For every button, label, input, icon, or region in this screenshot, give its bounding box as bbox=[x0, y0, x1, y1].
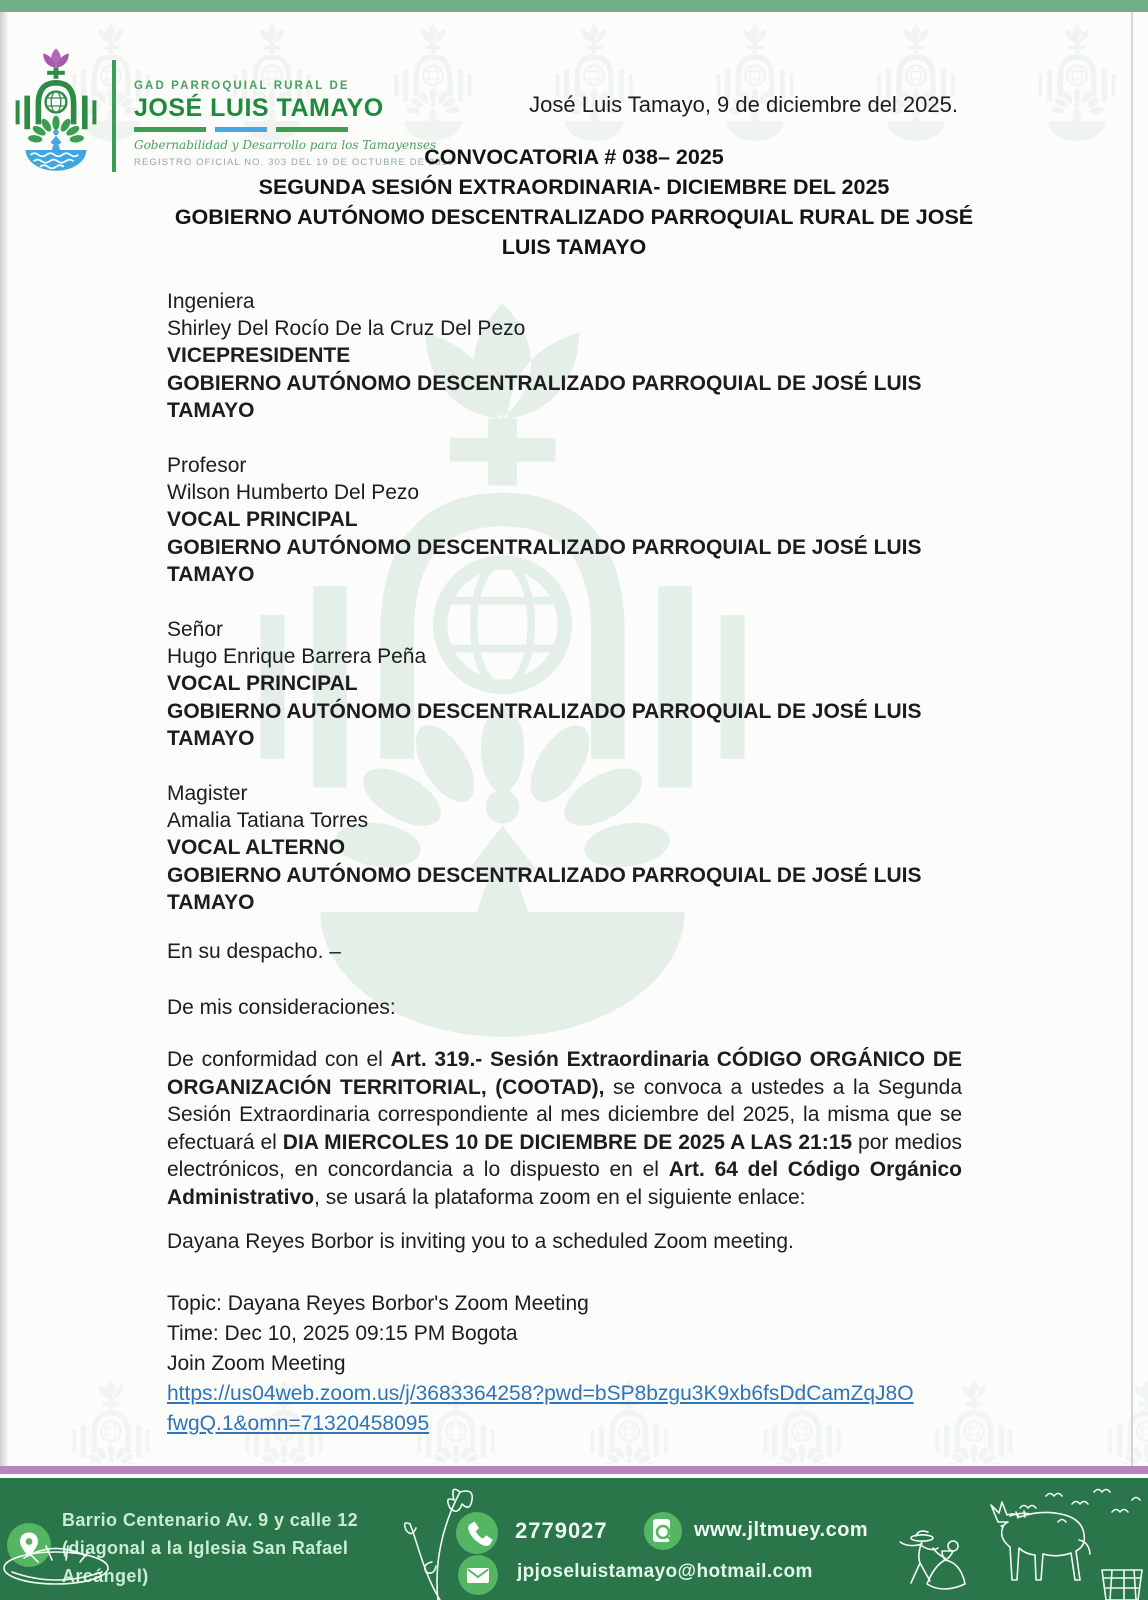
recipient-role: VICEPRESIDENTE bbox=[167, 344, 351, 368]
person-icon bbox=[50, 130, 61, 152]
zoom-time-line: Time: Dec 10, 2025 09:15 PM Bogota bbox=[167, 1322, 518, 1345]
recipient-role: VOCAL PRINCIPAL bbox=[167, 508, 358, 532]
recipient-name: Amalia Tatiana Torres bbox=[167, 809, 369, 833]
cross-icon bbox=[47, 68, 65, 79]
folklore-line-art bbox=[850, 1478, 1148, 1600]
page-left-edge bbox=[0, 12, 9, 1466]
footer-email: jpjoseluistamayo@hotmail.com bbox=[517, 1561, 813, 1582]
para-segment: , se usará la plataforma zoom en el siguiente enlace: bbox=[314, 1185, 806, 1209]
address-line-3: Arcángel) bbox=[62, 1566, 149, 1586]
purple-separator bbox=[0, 1466, 1148, 1474]
website-search-icon bbox=[643, 1511, 683, 1551]
recipient-org-line1: GOBIERNO AUTÓNOMO DESCENTRALIZADO PARROQUIAL DE JOSÉ LUIS bbox=[167, 535, 922, 559]
recipient-role: VOCAL PRINCIPAL bbox=[167, 672, 358, 696]
recipient-org-line2: TAMAYO bbox=[167, 890, 255, 914]
salutation-consideraciones: De mis consideraciones: bbox=[167, 996, 396, 1019]
recipient-honorific: Señor bbox=[167, 618, 224, 641]
zoom-invite-line: Dayana Reyes Borbor is inviting you to a scheduled Zoom meeting. bbox=[167, 1230, 794, 1253]
donkey-icon bbox=[991, 1502, 1090, 1580]
recipient-block-2 bbox=[167, 452, 967, 588]
para-segment-bold: Art. 319.- Sesión Extraordinaria CÓDIGO ORGÁNICO DE ORGANIZACIÓN TERRITORIAL, (COOTAD), bbox=[167, 1048, 963, 1099]
recipient-org-line2: TAMAYO bbox=[167, 398, 255, 422]
org-type-label: GAD PARROQUIAL RURAL DE bbox=[134, 80, 350, 92]
recipient-block-4 bbox=[167, 780, 967, 916]
recipient-block-1 bbox=[167, 288, 967, 424]
title-line-3: GOBIERNO AUTÓNOMO DESCENTRALIZADO PARROQUIAL RURAL DE JOSÉ LUIS TAMAYO bbox=[174, 205, 974, 259]
recipient-honorific: Profesor bbox=[167, 454, 247, 477]
date-line: José Luis Tamayo, 9 de diciembre del 2025. bbox=[529, 92, 958, 117]
recipient-name: Hugo Enrique Barrera Peña bbox=[167, 645, 427, 669]
recipient-org-line1: GOBIERNO AUTÓNOMO DESCENTRALIZADO PARROQUIAL DE JOSÉ LUIS bbox=[167, 699, 922, 723]
recipient-org-line1: GOBIERNO AUTÓNOMO DESCENTRALIZADO PARROQUIAL DE JOSÉ LUIS bbox=[167, 863, 922, 887]
recipient-name: Wilson Humberto Del Pezo bbox=[167, 481, 420, 505]
salutation-despacho: En su despacho. – bbox=[167, 940, 341, 963]
phone-icon bbox=[455, 1511, 499, 1555]
globe-icon bbox=[46, 92, 67, 113]
recipient-block-3 bbox=[167, 616, 967, 752]
birds-icon bbox=[1020, 1490, 1140, 1523]
main-paragraph bbox=[167, 1046, 962, 1212]
org-registry: REGISTRO OFICIAL NO. 303 DEL 19 DE OCTUBRE DE 2010 bbox=[134, 157, 455, 168]
para-segment: De conformidad con el bbox=[167, 1048, 391, 1071]
letterhead-divider bbox=[112, 60, 116, 172]
recipient-org-line2: TAMAYO bbox=[167, 562, 255, 586]
para-segment: por medios electrónicos, en concordancia a lo dispuesto en el bbox=[167, 1130, 963, 1182]
zoom-meeting-link-line1[interactable]: https://us04web.zoom.us/j/3683364258?pwd=bSP8bzgu3K9xb6fsDdCamZqJ8O bbox=[167, 1382, 914, 1405]
para-segment-bold: DIA MIERCOLES 10 DE DICIEMBRE DE 2025 A LAS 21:15 bbox=[282, 1130, 853, 1154]
zoom-join-label: Join Zoom Meeting bbox=[167, 1352, 346, 1375]
org-slogan: Gobernabilidad y Desarrollo para los Tamayenses bbox=[134, 138, 437, 152]
recipient-name: Shirley Del Rocío De la Cruz Del Pezo bbox=[167, 317, 526, 341]
parish-crest-logo bbox=[8, 46, 104, 174]
address-line-2: (diagonal a la Iglesia San Rafael bbox=[62, 1538, 349, 1558]
page-right-edge bbox=[1131, 12, 1133, 1466]
zoom-meeting-link-line2[interactable]: fwgQ.1&omn=71320458095 bbox=[167, 1412, 430, 1435]
dancers-icon bbox=[900, 1531, 965, 1589]
footer bbox=[0, 1478, 1148, 1600]
basket-icon bbox=[1102, 1570, 1142, 1600]
email-envelope-icon bbox=[457, 1554, 499, 1596]
title-line-2: SEGUNDA SESIÓN EXTRAORDINARIA- DICIEMBRE DEL 2025 bbox=[258, 175, 890, 199]
recipient-org-line2: TAMAYO bbox=[167, 726, 255, 750]
hat-line-art bbox=[0, 1540, 144, 1600]
address-line-1: Barrio Centenario Av. 9 y calle 12 bbox=[62, 1510, 359, 1530]
footer-phone: 2779027 bbox=[515, 1518, 608, 1543]
zoom-topic-line: Topic: Dayana Reyes Borbor's Zoom Meeting bbox=[167, 1292, 589, 1315]
recipient-honorific: Magister bbox=[167, 782, 248, 805]
letterhead-bars bbox=[134, 127, 464, 132]
recipient-role: VOCAL ALTERNO bbox=[167, 836, 346, 860]
document-title bbox=[174, 142, 974, 262]
recipient-honorific: Ingeniera bbox=[167, 290, 255, 313]
para-segment: se convoca a ustedes a la Segunda Sesión Extraordinaria correspondiente al mes diciembre del 2025, la misma que se efectuará el bbox=[167, 1075, 962, 1154]
org-name-label: JOSÉ LUIS TAMAYO bbox=[134, 94, 384, 122]
title-line-1: CONVOCATORIA # 038– 2025 bbox=[424, 145, 724, 169]
lotus-flower-icon bbox=[43, 48, 69, 67]
recipient-org-line1: GOBIERNO AUTÓNOMO DESCENTRALIZADO PARROQUIAL DE JOSÉ LUIS bbox=[167, 371, 922, 395]
footer-website: www.jltmuey.com bbox=[694, 1519, 869, 1541]
para-segment-bold: Art. 64 del Código Orgánico Administrativo bbox=[167, 1158, 962, 1209]
top-green-bar bbox=[0, 0, 1148, 12]
